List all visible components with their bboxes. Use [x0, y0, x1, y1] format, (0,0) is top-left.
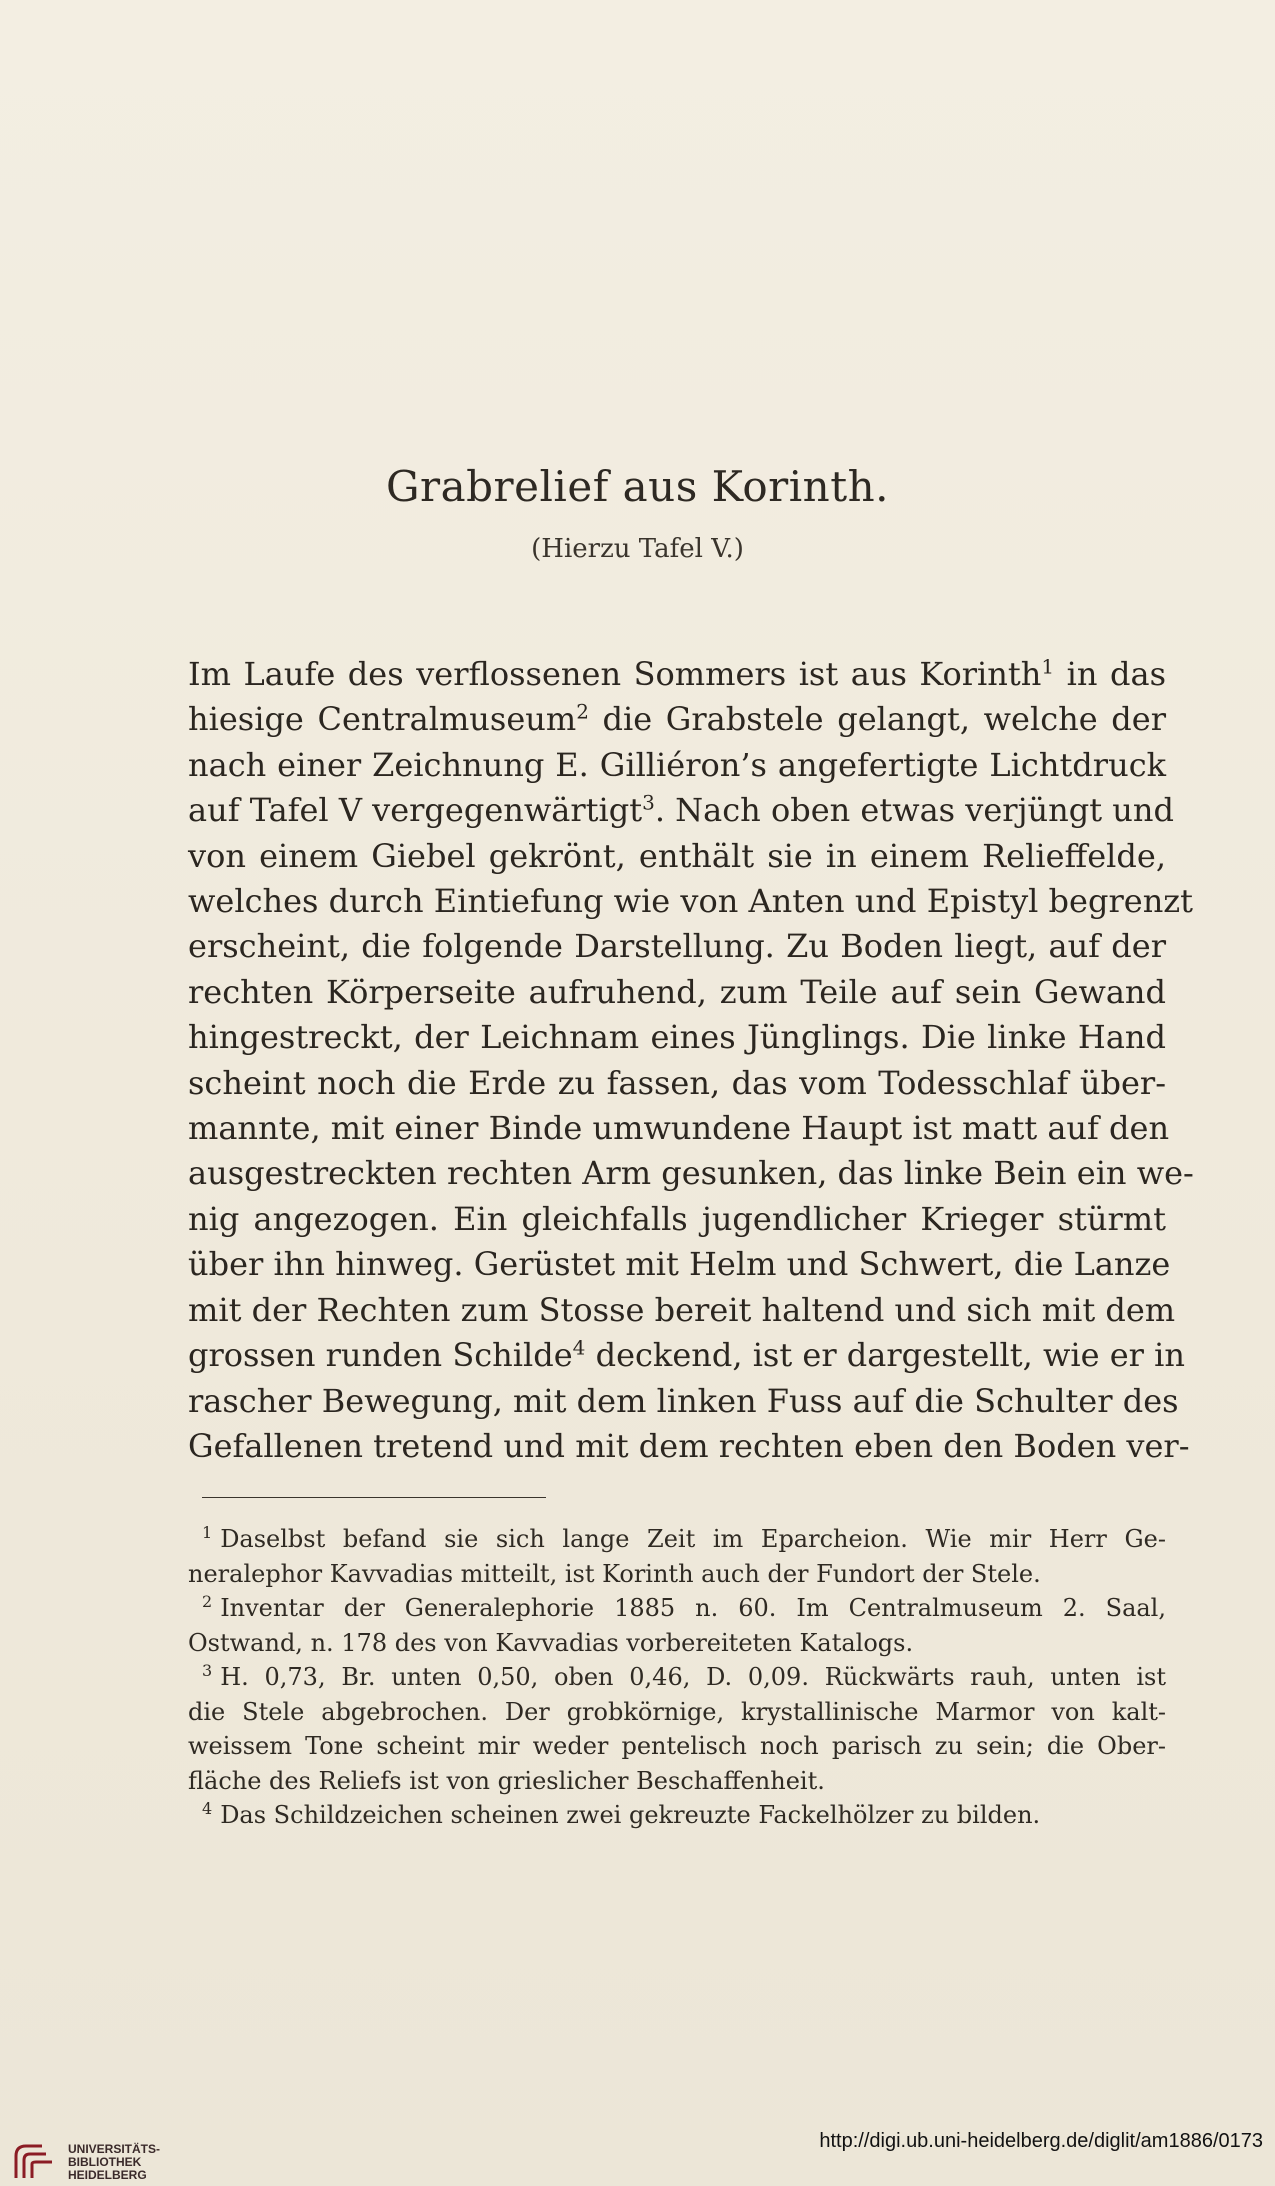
body-line-text: in das	[1054, 655, 1167, 693]
library-logo[interactable]	[12, 2140, 212, 2184]
footnote-line	[188, 1764, 1166, 1799]
body-line-text: erscheint, die folgende Darstellung. Zu Boden liegt, auf der	[188, 927, 1166, 966]
footnote-line	[188, 1522, 1166, 1557]
body-line	[188, 743, 1166, 788]
footnote-marker: 2	[202, 1592, 213, 1611]
library-name	[68, 2143, 160, 2182]
footnote-line	[188, 1729, 1166, 1764]
footnote-text: Ostwand, n. 178 des von Kavvadias vorbereiteten Katalogs.	[188, 1628, 914, 1657]
body-line	[188, 788, 1174, 833]
body-line	[188, 697, 1166, 742]
body-line	[188, 1379, 1179, 1424]
logo-line: UNIVERSITÄTS-	[68, 2141, 161, 2156]
article-subtitle: (Hierzu Tafel V.)	[531, 534, 744, 564]
footnote-marker: 1	[202, 1523, 213, 1542]
footnote-text: weissem Tone scheint mir weder pentelisch noch parisch zu sein; die Ober-	[188, 1732, 1166, 1760]
footnote-line	[188, 1798, 1166, 1833]
body-line	[188, 652, 1166, 697]
footnote-marker: 3	[202, 1661, 213, 1680]
logo-line: BIBLIOTHEK	[68, 2154, 142, 2169]
footnotes	[188, 1522, 1166, 1833]
footnote-line	[188, 1695, 1166, 1730]
body-line-text: über ihn hinweg. Gerüstet mit Helm und Schwert, die Lanze	[188, 1245, 1171, 1284]
body-line	[188, 1015, 1166, 1060]
body-line-text: die Grabstele gelangt, welche der	[588, 700, 1166, 739]
footnote-text: Daselbst befand sie sich lange Zeit im Eparcheion. Wie mir Herr Ge-	[220, 1525, 1166, 1553]
body-line	[188, 834, 1166, 879]
body-line-text: von einem Giebel gekrönt, enthält sie in einem Relieffelde,	[188, 836, 1166, 875]
body-line-text: scheint noch die Erde zu fassen, das vom Todesschlaf über-	[188, 1063, 1166, 1102]
body-line	[188, 1106, 1170, 1151]
body-line-text: ausgestreckten rechten Arm gesunken, das linke Bein ein we-	[188, 1154, 1194, 1193]
footnote-text: H. 0,73, Br. unten 0,50, oben 0,46, D. 0,09. Rückwärts rauh, unten ist	[220, 1663, 1166, 1691]
footnote-text: fläche des Reliefs ist von grieslicher Beschaffenheit.	[188, 1766, 825, 1795]
body-line	[188, 879, 1194, 924]
body-line-text: mit der Rechten zum Stosse bereit haltend und sich mit dem	[188, 1290, 1176, 1329]
logo-line: HEIDELBERG	[68, 2167, 147, 2182]
body-line	[188, 1151, 1194, 1196]
body-line	[188, 1197, 1166, 1242]
footnote-reference: 2	[576, 699, 589, 724]
footnote-text: die Stele abgebrochen. Der grobkörnige, krystallinische Marmor von kalt-	[188, 1697, 1166, 1726]
body-line-text: welches durch Eintiefung wie von Anten und Epistyl begrenzt	[188, 882, 1194, 921]
body-line-text: nig angezogen. Ein gleichfalls jugendlicher Krieger stürmt	[188, 1199, 1166, 1238]
body-line	[188, 1424, 1190, 1469]
body-line-text: mannte, mit einer Binde umwundene Haupt ist matt auf den	[188, 1109, 1170, 1148]
body-line-text: nach einer Zeichnung E. Gilliéron’s angefertigte Lichtdruck	[188, 745, 1166, 784]
body-line	[188, 1288, 1176, 1333]
body-line	[188, 924, 1166, 969]
body-line-text: hingestreckt, der Leichnam eines Jünglings. Die linke Hand	[188, 1018, 1166, 1057]
library-emblem-icon	[12, 2142, 56, 2182]
body-line	[188, 1061, 1166, 1106]
footnote-line	[188, 1557, 1166, 1592]
footnote-divider	[202, 1497, 546, 1498]
footnote-text: Inventar der Generalephorie 1885 n. 60. Im Centralmuseum 2. Saal,	[220, 1594, 1166, 1622]
body-line-text: Im Laufe des verflossenen Sommers ist aus Korinth	[188, 655, 1042, 693]
body-line	[188, 1333, 1185, 1378]
body-line-text: grossen runden Schilde	[188, 1336, 573, 1375]
body-text	[188, 652, 1194, 1469]
body-line-text: Gefallenen tretend und mit dem rechten eben den Boden ver-	[188, 1426, 1190, 1465]
body-line-text: hiesige Centralmuseum	[188, 700, 577, 739]
permalink-url[interactable]: http://digi.ub.uni-heidelberg.de/diglit/am1886/0173	[819, 2130, 1263, 2152]
body-line-text: . Nach oben etwas verjüngt und	[654, 791, 1174, 830]
footnote-text: Das Schildzeichen scheinen zwei gekreuzte Fackelhölzer zu bilden.	[220, 1801, 1041, 1829]
body-line-text: auf Tafel V vergegenwärtigt	[188, 791, 643, 830]
body-line-text: rascher Bewegung, mit dem linken Fuss auf die Schulter des	[188, 1381, 1179, 1420]
body-line-text: deckend, ist er dargestellt, wie er in	[585, 1336, 1185, 1375]
footnote-line	[188, 1660, 1166, 1695]
footnote-line	[188, 1591, 1166, 1626]
footnote-marker: 4	[202, 1799, 213, 1818]
body-line	[188, 970, 1166, 1015]
footnote-text: neralephor Kavvadias mitteilt, ist Korinth auch der Fundort der Stele.	[188, 1559, 1041, 1588]
article-title: Grabrelief aus Korinth.	[386, 462, 889, 511]
body-line	[188, 1242, 1171, 1287]
footnote-reference: 3	[642, 790, 655, 815]
footnote-reference: 4	[572, 1335, 586, 1360]
footnote-reference: 1	[1041, 654, 1055, 679]
footnote-line	[188, 1626, 1166, 1661]
body-line-text: rechten Körperseite aufruhend, zum Teile auf sein Gewand	[188, 972, 1166, 1011]
